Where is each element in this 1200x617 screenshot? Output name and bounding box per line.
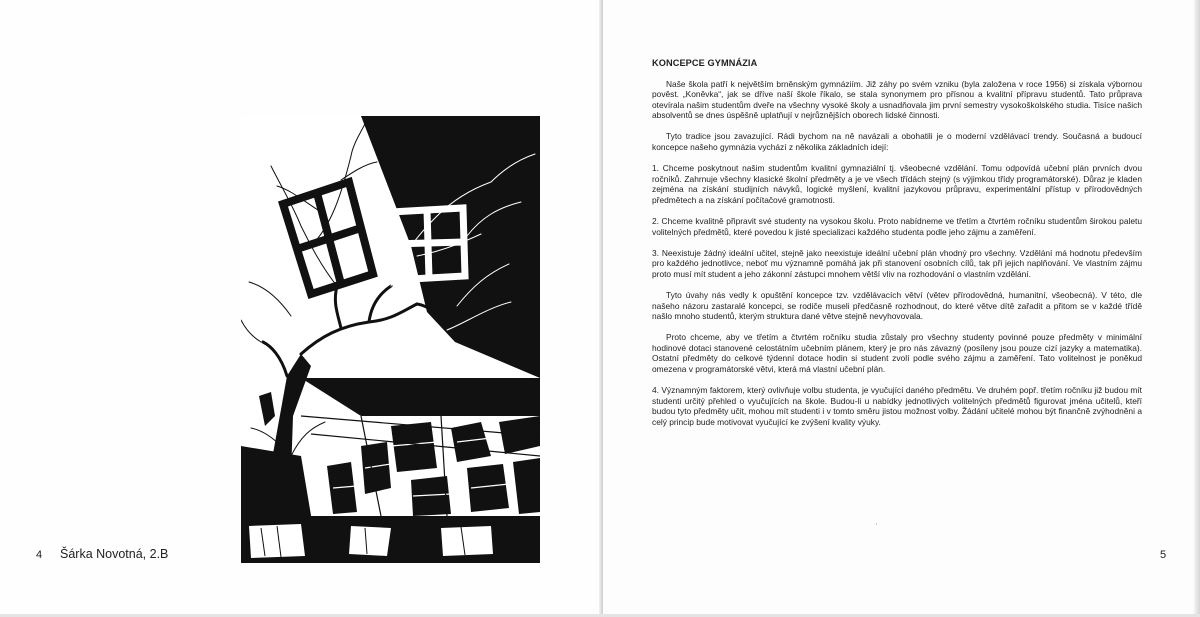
- stray-mark: ˈ: [875, 522, 878, 531]
- article-paragraph-6: Tyto úvahy nás vedly k opuštění koncepce tzv. vzdělávacích větví (větev přírodovědná, humanitní, všeobecná). V této, dle našeho názoru zastaralé koncepci, se rodiče museli předčasně rozhodnout, do které větve dítě zařadit a přitom se v každé třídě našlo mnoho studentů, kterým struktura dané větve stejně nevyhovovala.: [652, 290, 1142, 322]
- page-number-right: 5: [1160, 549, 1167, 561]
- article-paragraph-2: Tyto tradice jsou zavazující. Rádi bychom na ně navázali a obohatili je o moderní vzdělávací trendy. Současná a budoucí koncepce našeho gymnázia vychází z několika základních idejí:: [652, 131, 1142, 153]
- article-paragraph-7: Proto chceme, aby ve třetím a čtvrtém ročníku studia zůstaly pro všechny studenty povinné pouze předměty v minimální hodinové dotaci stanovené celostátním učebním plánem, který je pro nás závazný (posíleny jsou pouze cizí jazyky a matematika). Ostatní předměty do celkové týdenní dotace hodin si student zvolí podle svého zájmu a zaměření. Tato volitelnost je poněkud omezena v programátorské větvi, která má vlastní učební plán.: [652, 332, 1142, 375]
- article-paragraph-5: 3. Neexistuje žádný ideální učitel, stejně jako neexistuje ideální učební plán vhodný pro všechny. Vzdělání má hodnotu především pro každého jednotlivce, neboť mu významně pomáhá jak při stanovení osobních cílů, tak při jejich naplňování. Ve vlastním zájmu proto musí mít student a jeho zákonní zástupci mnohem větší vliv na rozhodování o vlastním vzdělání.: [652, 247, 1142, 279]
- article-paragraph-3: 1. Chceme poskytnout našim studentům kvalitní gymnaziální tj. všeobecné vzdělání. Tomu odpovídá učební plán prvních dvou ročníků. Zahrnuje všechny klasické školní předměty a je ve všech třídách stejný (s výjimkou třídy programátorské). Důraz je kladen zejména na získání studijních návyků, logické myšlení, kvalitní jazykovou průpravu, experimentální přístup v přírodovědných předmětech a na získání počítačové gramotnosti.: [652, 163, 1142, 205]
- article-heading: KONCEPCE GYMNÁZIA: [652, 58, 758, 68]
- page-edge-right: [1194, 0, 1200, 617]
- page-number-left: 4: [36, 549, 43, 561]
- illustration-caption: Šárka Novotná, 2.B: [60, 547, 169, 561]
- article-content: [652, 58, 1142, 438]
- article-paragraph-8: 4. Významným faktorem, který ovlivňuje volbu studenta, je vyučující daného předmětu. Ve druhém popř. třetím ročníku již budou mít studenti určitý přehled o vyučujících na škole. Budou-li u nabídky jednotlivých volitelných předmětů figurovat jména učitelů, kteří budou tyto předměty učit, mohou mít studenti i v tomto směru jistou možnost volby. Žádání učitelé mohou být finančně zvýhodněni a celý princip bude motivovat vyučující ke zvýšení kvality výuky.: [652, 385, 1142, 427]
- article-paragraph-4: 2. Chceme kvalitně připravit své studenty na vysokou školu. Proto nabídneme ve třetím a čtvrtém ročníku studentům širokou paletu volitelných předmětů, které povedou k jisté specializaci každého studenta podle jeho zájmu a zaměření.: [652, 216, 1142, 237]
- linocut-illustration: [241, 116, 540, 563]
- article-paragraph-1: Naše škola patří k největším brněnským gymnáziím. Již záhy po svém vzniku (byla založena v roce 1956) si získala výbornou pověst. „Koněvka“, jak se dříve naší škole říkalo, se stala synonymem pro přísnou a kvalitní přípravu studentů. Tato průprava otevírala našim studentům dveře na všechny vysoké školy a usnadňovala jim první semestry vysokoškolského studia. Tisíce našich absolventů se dnes úspěšně uplatňují v nejrůznějších oborech lidské činnosti.: [652, 78, 1142, 121]
